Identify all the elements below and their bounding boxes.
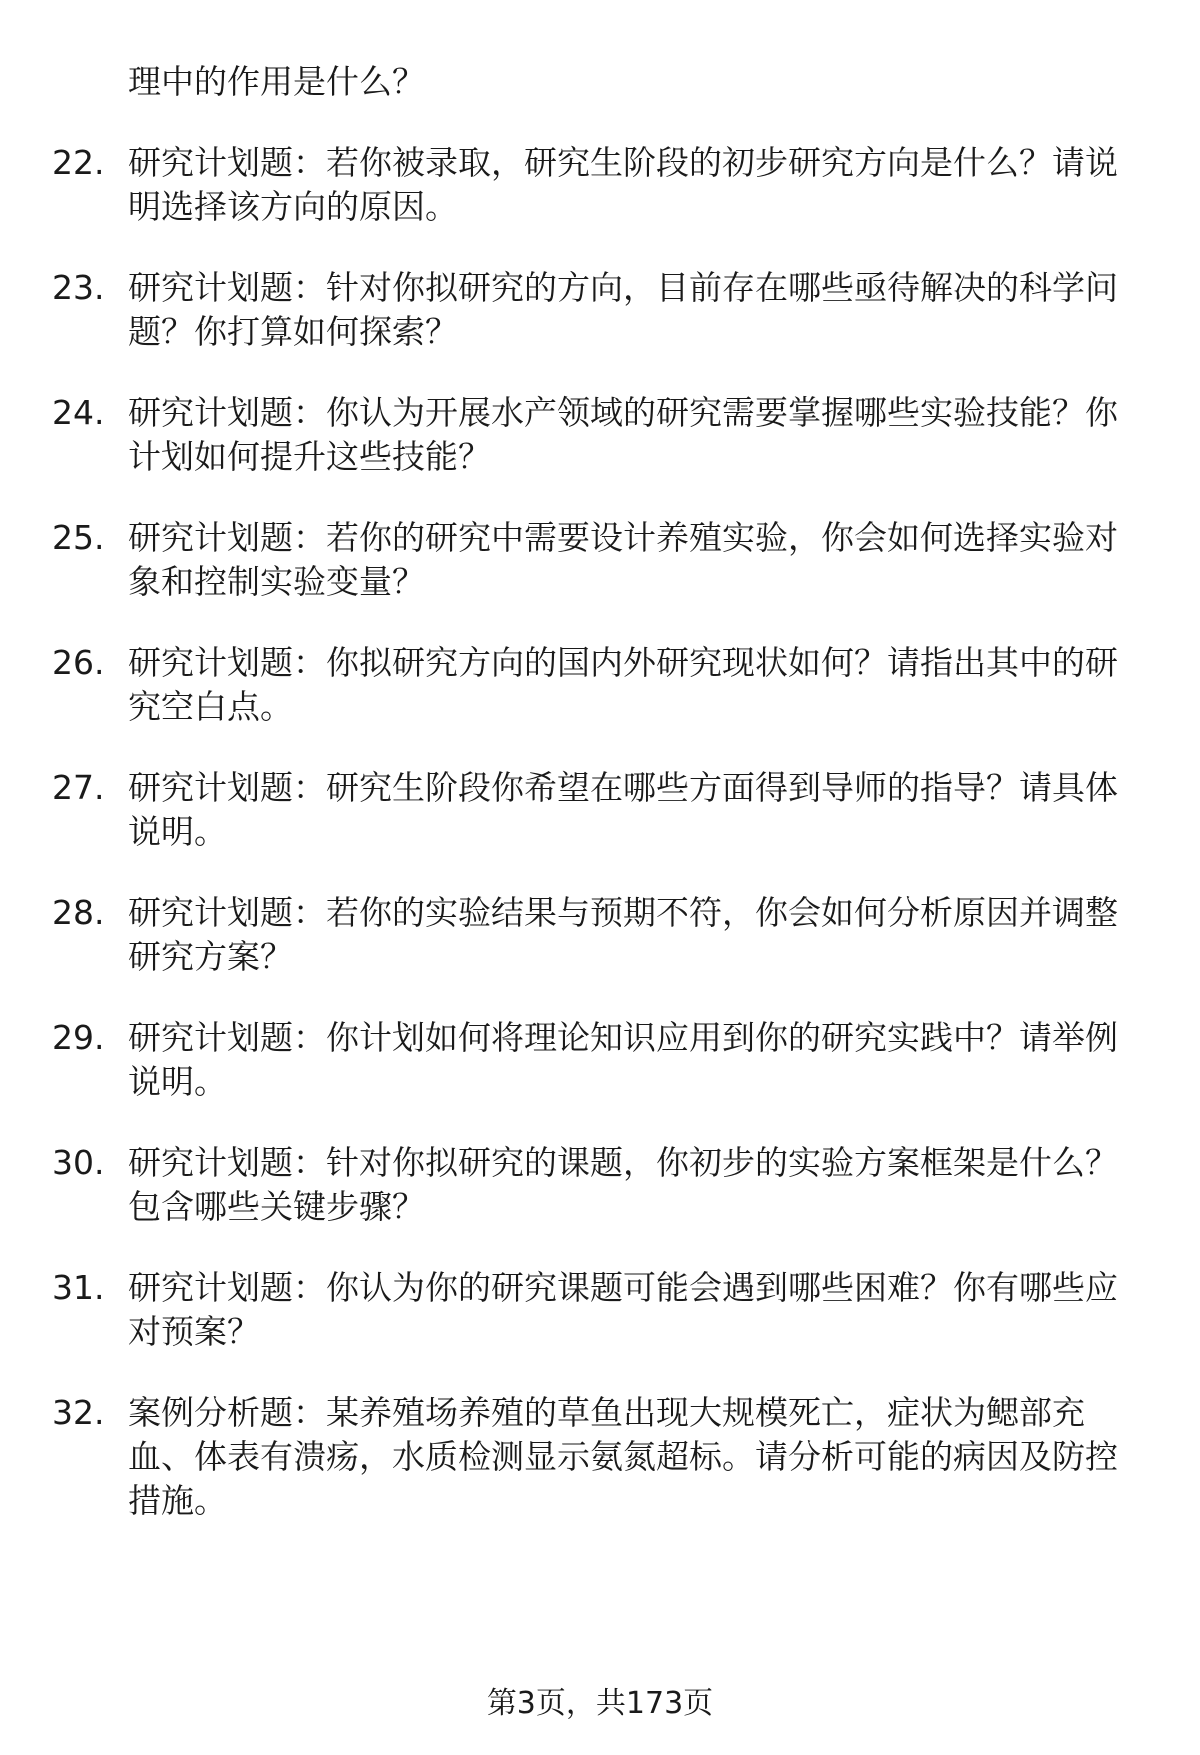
question-text: 研究计划题：研究生阶段你希望在哪些方面得到导师的指导？请具体说明。 — [128, 768, 1118, 851]
question-number: 23. — [52, 268, 105, 307]
question-text: 研究计划题：若你被录取，研究生阶段的初步研究方向是什么？请说明选择该方向的原因。 — [128, 143, 1118, 226]
question-text: 案例分析题：某养殖场养殖的草鱼出现大规模死亡，症状为鳃部充血、体表有溃疡，水质检测显示氨氮超标。请分析可能的病因及防控措施。 — [128, 1393, 1118, 1520]
question-number: 32. — [52, 1393, 105, 1432]
question-text: 研究计划题：你计划如何将理论知识应用到你的研究实践中？请举例说明。 — [128, 1018, 1118, 1101]
question-text: 研究计划题：针对你拟研究的课题，你初步的实验方案框架是什么？包含哪些关键步骤？ — [128, 1143, 1118, 1226]
question-number: 25. — [52, 518, 105, 557]
question-number: 28. — [52, 893, 105, 932]
question-text: 研究计划题：你认为你的研究课题可能会遇到哪些困难？你有哪些应对预案？ — [128, 1268, 1118, 1351]
question-item — [0, 641, 1200, 729]
question-item — [0, 891, 1200, 979]
question-number: 30. — [52, 1143, 105, 1182]
question-item — [0, 266, 1200, 354]
question-number: 22. — [52, 143, 105, 182]
question-item — [0, 516, 1200, 604]
question-text: 研究计划题：你拟研究方向的国内外研究现状如何？请指出其中的研究空白点。 — [128, 643, 1118, 726]
question-item — [0, 1016, 1200, 1104]
question-number: 26. — [52, 643, 105, 682]
question-item — [0, 141, 1200, 229]
question-number: 24. — [52, 393, 105, 432]
question-number: 27. — [52, 768, 105, 807]
question-text: 研究计划题：若你的研究中需要设计养殖实验，你会如何选择实验对象和控制实验变量？ — [128, 518, 1118, 601]
question-number: 31. — [52, 1268, 105, 1307]
continuation-text: 理中的作用是什么？ — [128, 62, 425, 101]
question-list — [0, 60, 1200, 1560]
question-item — [0, 1266, 1200, 1354]
question-continuation — [0, 60, 1200, 104]
question-number: 29. — [52, 1018, 105, 1057]
question-item — [0, 1391, 1200, 1523]
question-text: 研究计划题：你认为开展水产领域的研究需要掌握哪些实验技能？你计划如何提升这些技能？ — [128, 393, 1118, 476]
question-item — [0, 766, 1200, 854]
question-item — [0, 1141, 1200, 1229]
question-text: 研究计划题：针对你拟研究的方向，目前存在哪些亟待解决的科学问题？你打算如何探索？ — [128, 268, 1118, 351]
question-item — [0, 391, 1200, 479]
page-footer: 第3页，共173页 — [486, 1686, 714, 1721]
question-text: 研究计划题：若你的实验结果与预期不符，你会如何分析原因并调整研究方案？ — [128, 893, 1118, 976]
